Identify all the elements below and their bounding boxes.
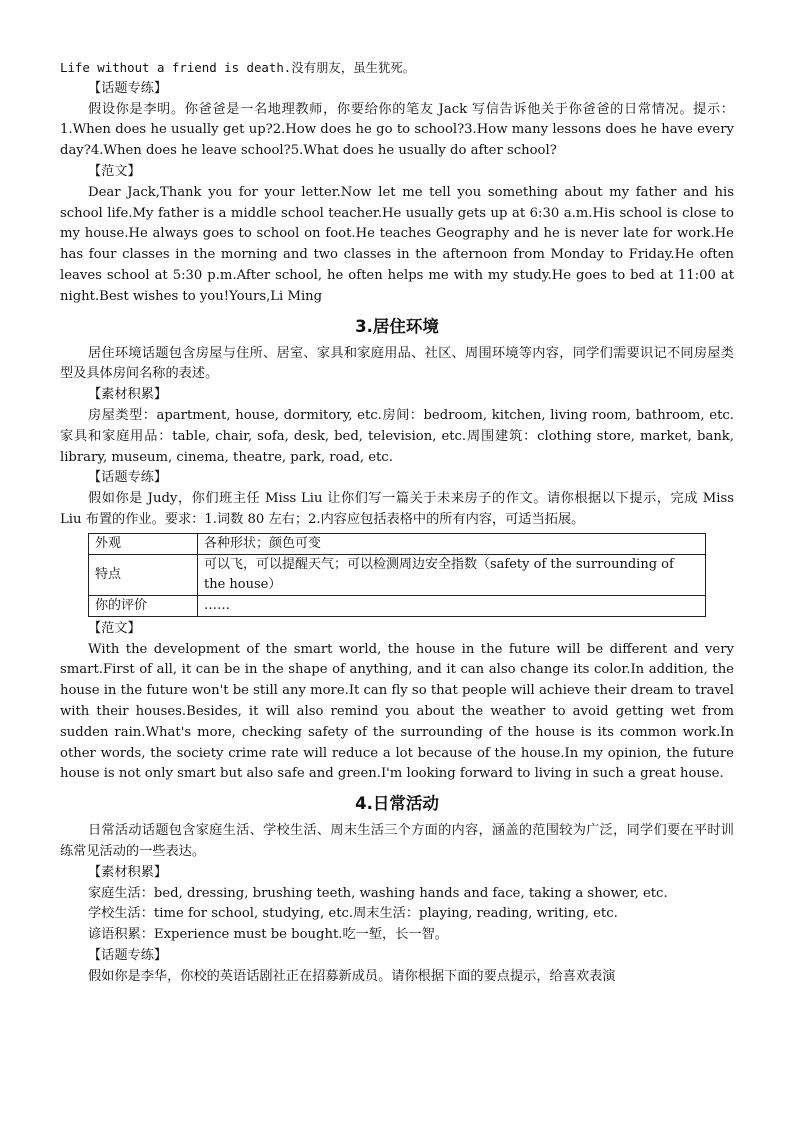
material-text: 房屋类型：apartment, house, dormitory, etc.房间：bedroom, kitchen, living room, bathroom, etc.家具和家庭用品：table, chair, sofa, desk, bed, television, etc.周围建筑：clothing store, market, bank, library, museum, cinema, theatre, park, road, etc.	[60, 407, 734, 465]
table-cell-key: 特点	[89, 554, 198, 595]
table-cell-value: 各种形状；颜色可变	[198, 533, 706, 554]
section-intro: 日常活动话题包含家庭生活、学校生活、周末生活三个方面的内容，涵盖的范围较为广泛，同学们要在平时训练常见活动的一些表达。	[60, 823, 734, 859]
practice-text: 假如你是 Judy，你们班主任 Miss Liu 让你们写一篇关于未来房子的作文。请你根据以下提示，完成 Miss Liu 布置的作业。要求：1.词数 80 左右；2.内容应包括表格中的所有内容，可适当拓展。	[60, 491, 734, 527]
practice-text: 假设你是李明。你爸爸是一名地理教师，你要给你的笔友 Jack 写信告诉他关于你爸爸的日常情况。提示： 1.When does he usually get up?2.How does he go to school?3.How many lessons does he have every day?4.When does he leave school?5.What does he usually do after school?	[60, 101, 734, 159]
table-row	[89, 595, 706, 616]
table-row	[89, 554, 706, 595]
section-intro: 居住环境话题包含房屋与住所、居室、家具和家庭用品、社区、周围环境等内容，同学们需要识记不同房屋类型及具体房间名称的表述。	[60, 345, 734, 382]
home-life-text: 家庭生活：bed, dressing, brushing teeth, washing hands and face, taking a shower, etc.	[88, 885, 668, 901]
table-cell-value: ……	[198, 595, 706, 616]
school-life-text: 学校生活：time for school, studying, etc.周末生活：playing, reading, writing, etc.	[88, 906, 618, 922]
practice-text: 假如你是李华，你校的英语话剧社正在招募新成员。请你根据下面的要点提示，给喜欢表演	[88, 968, 616, 984]
material-tag: 【素材积累】	[88, 387, 168, 403]
table-cell-key: 外观	[89, 533, 198, 554]
model-essay: Dear Jack,Thank you for your letter.Now let me tell you something about my father and his school life.My father is a middle school teacher.He usually gets up at 6:30 a.m.His school is close to my house.He always goes to school on foot.He teaches Geography and he is never late for work.He has four classes in the morning and two classes in the afternoon from Monday to Friday.He often leaves school at 5:30 p.m.After school, he often helps me with my study.He goes to bed at 11:00 at night.Best wishes to you!Yours,Li Ming	[60, 184, 734, 304]
section-heading-daily-activities: 4.日常活动	[355, 794, 439, 814]
table-row	[89, 533, 706, 554]
section-heading-living-environment: 3.居住环境	[355, 316, 439, 336]
requirements-table	[88, 533, 706, 617]
material-tag: 【素材积累】	[88, 864, 168, 880]
practice-tag: 【话题专练】	[88, 470, 168, 486]
proverb-text: 谚语积累：Experience must be bought.吃一堑，长一智。	[88, 927, 448, 943]
model-tag: 【范文】	[88, 163, 141, 179]
practice-tag: 【话题专练】	[88, 947, 168, 963]
table-cell-value: 可以飞，可以提醒天气；可以检测周边安全指数（safety of the surrounding of the house）	[198, 554, 706, 595]
model-tag: 【范文】	[88, 620, 141, 636]
practice-tag: 【话题专练】	[88, 80, 168, 96]
table-cell-key: 你的评价	[89, 595, 198, 616]
model-essay: With the development of the smart world, the house in the future will be different and very smart.First of all, it can be in the shape of anything, and it can also change its color.In addition, the house in the future won't be still any more.It can fly so that people will achieve their dream to travel with their houses.Besides, it will also remind you about the weather to avoid getting wet from sudden rain.What's more, checking safety of the surrounding of the house is its common work.In other words, the society crime rate will reduce a lot because of the house.In my opinion, the future house is not only smart but also safe and green.I'm looking forward to living in such a great house.	[60, 641, 734, 782]
document-body	[60, 58, 734, 987]
friend-proverb-line: Life without a friend is death.没有朋友，虽生犹死。	[60, 60, 416, 75]
